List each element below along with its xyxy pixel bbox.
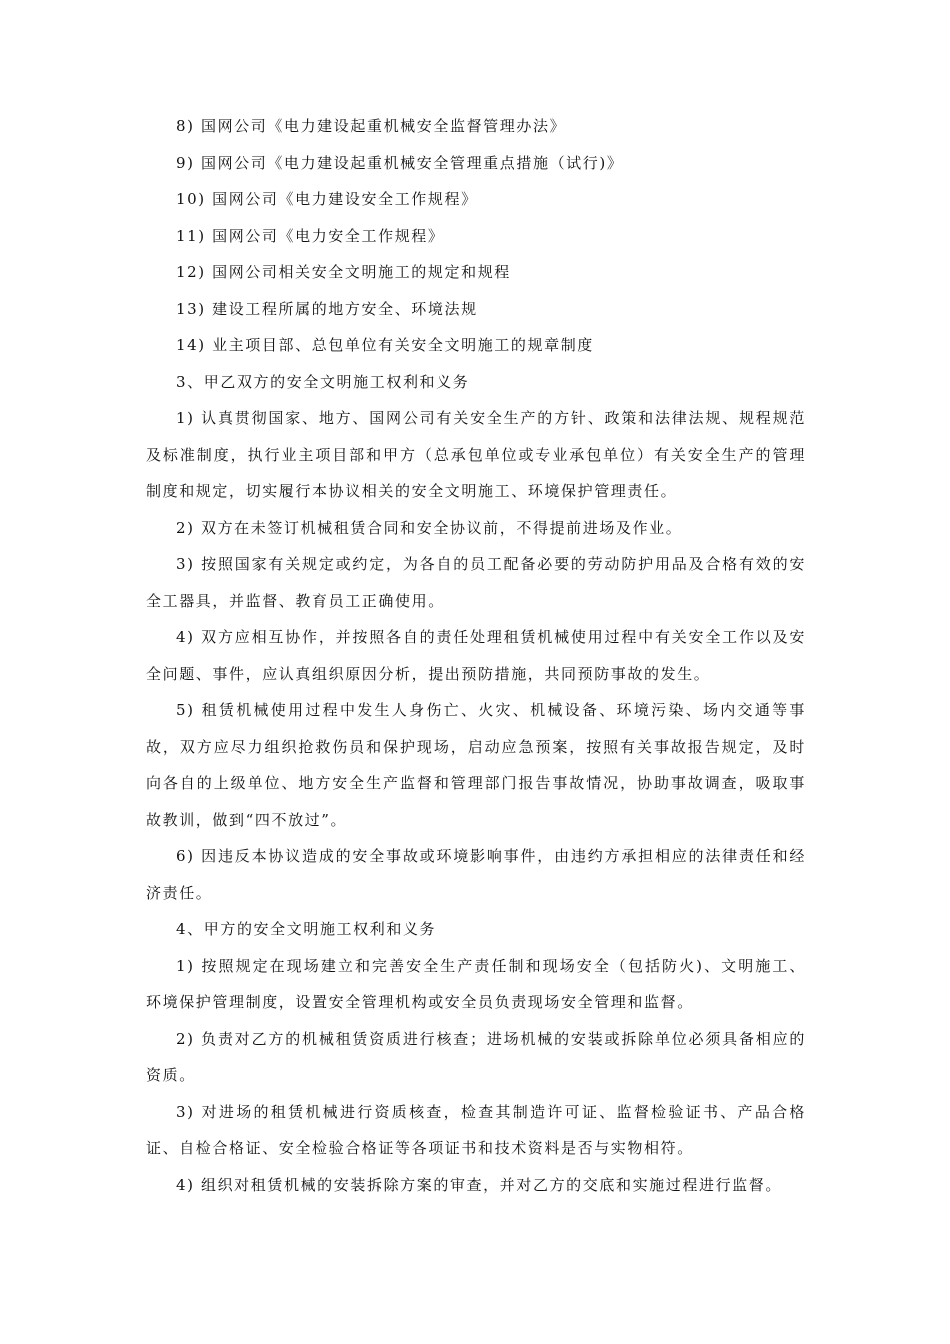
list-item-12: 12) 国网公司相关安全文明施工的规定和规程: [176, 263, 511, 281]
section-4-item-2: 2) 负责对乙方的机械租赁资质进行核查；进场机械的安装或拆除单位必须具备相应的资质。: [146, 1029, 806, 1084]
list-item-11: 11) 国网公司《电力安全工作规程》: [176, 226, 445, 245]
section-heading-4: 4、甲方的安全文明施工权利和义务: [176, 920, 437, 938]
section-4-item-1: 1) 按照规定在现场建立和完善安全生产责任制和现场安全（包括防火)、文明施工、环境保护管理制度，设置安全管理机构或安全员负责现场安全管理和监督。: [146, 956, 806, 1011]
list-item-10: 10) 国网公司《电力建设安全工作规程》: [176, 190, 478, 208]
section-3-item-6: 6) 因违反本协议造成的安全事故或环境影响事件，由违约方承担相应的法律责任和经济责任。: [146, 847, 806, 902]
list-item-9: 9) 国网公司《电力建设起重机械安全管理重点措施（试行)》: [176, 153, 624, 172]
section-3-item-4: 4) 双方应相互协作，并按照各自的责任处理租赁机械使用过程中有关安全工作以及安全问题、事件，应认真组织原因分析，提出预防措施，共同预防事故的发生。: [146, 628, 806, 683]
section-heading-3: 3、甲乙双方的安全文明施工权利和义务: [176, 372, 470, 391]
section-3-item-1: 1) 认真贯彻国家、地方、国网公司有关安全生产的方针、政策和法律法规、规程规范及标准制度，执行业主项目部和甲方（总承包单位或专业承包单位）有关安全生产的管理制度和规定，切实履行本协议相关的安全文明施工、环境保护管理责任。: [146, 409, 806, 500]
section-3-item-2: 2) 双方在未签订机械租赁合同和安全协议前，不得提前进场及作业。: [176, 518, 683, 537]
list-item-13: 13) 建设工程所属的地方安全、环境法规: [176, 299, 478, 318]
section-3-item-5: 5) 租赁机械使用过程中发生人身伤亡、火灾、机械设备、环境污染、场内交通等事故，双方应尽力组织抢救伤员和保护现场，启动应急预案，按照有关事故报告规定，及时向各自的上级单位、地方安全生产监督和管理部门报告事故情况，协助事故调查，吸取事故教训，做到“四不放过”。: [146, 701, 806, 829]
section-4-item-3: 3) 对进场的租赁机械进行资质核查，检查其制造许可证、监督检验证书、产品合格证、自检合格证、安全检验合格证等各项证书和技术资料是否与实物相符。: [146, 1102, 806, 1157]
section-3-item-3: 3) 按照国家有关规定或约定，为各自的员工配备必要的劳动防护用品及合格有效的安全工器具，并监督、教育员工正确使用。: [146, 555, 806, 610]
list-item-8: 8) 国网公司《电力建设起重机械安全监督管理办法》: [176, 117, 567, 135]
document-body: [146, 108, 806, 1203]
section-4-item-4: 4) 组织对租赁机械的安装拆除方案的审查，并对乙方的交底和实施过程进行监督。: [176, 1175, 782, 1194]
list-item-14: 14) 业主项目部、总包单位有关安全文明施工的规章制度: [176, 336, 594, 354]
